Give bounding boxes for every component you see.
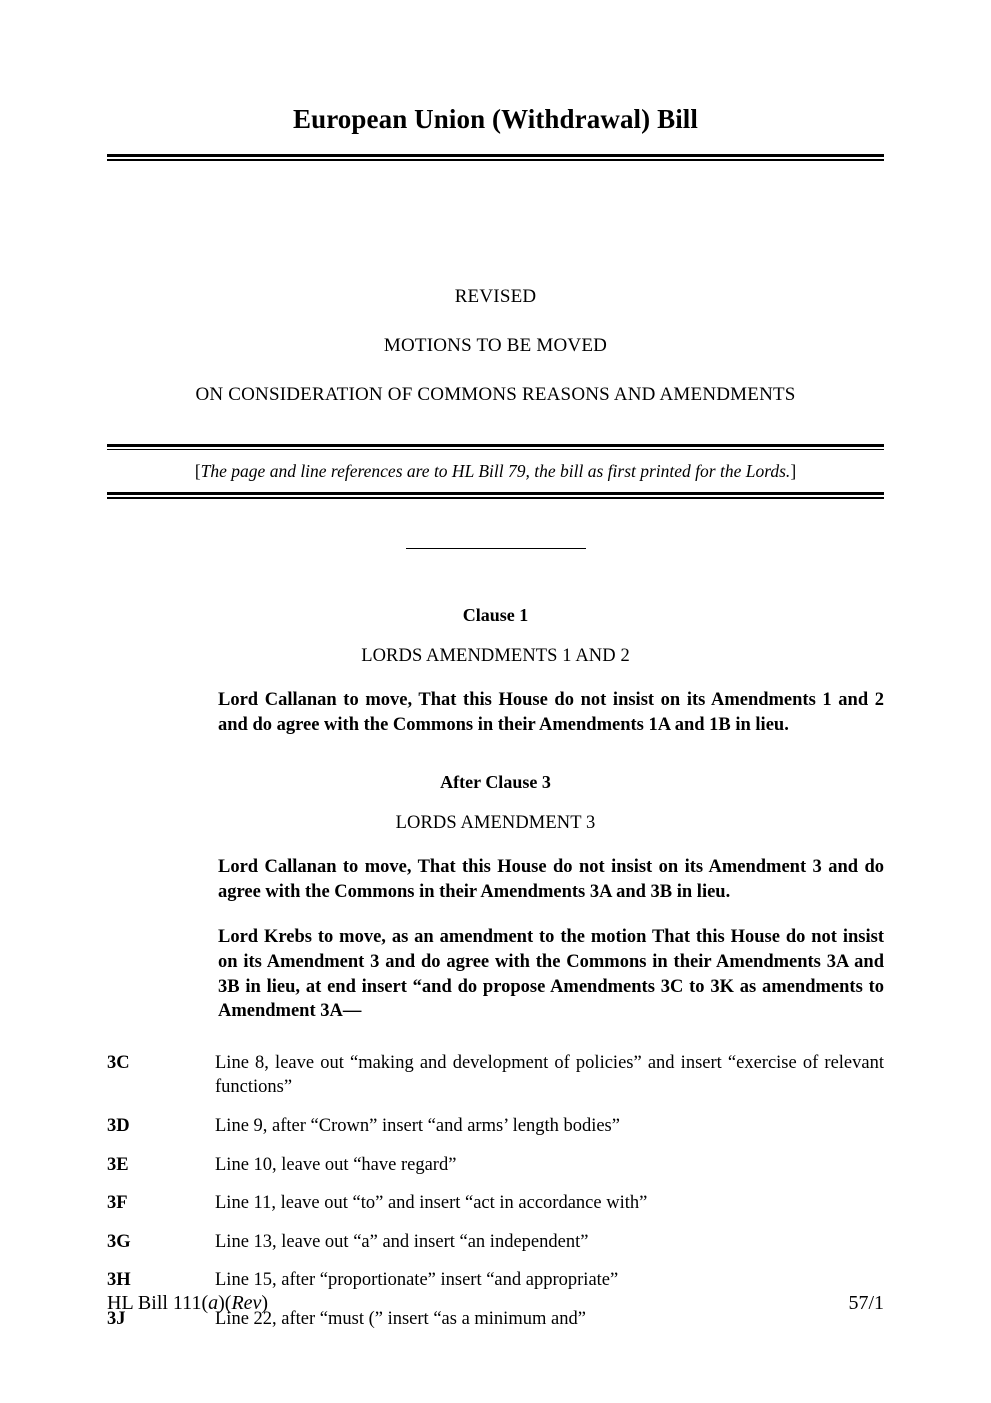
amendment-item-3c (107, 1051, 884, 1100)
amendment-label: 3G (107, 1231, 131, 1252)
amendment-heading-lords-3: LORDS AMENDMENT 3 (395, 812, 596, 833)
amendment-label: 3H (107, 1270, 131, 1291)
amendment-label: 3D (107, 1115, 130, 1136)
amendment-text: Line 8, leave out “making and development of policies” and insert “exercise of relevant functions” (215, 1052, 884, 1098)
amendment-label: 3E (107, 1154, 129, 1175)
reference-note-block (107, 444, 884, 499)
note-body: The page and line references are to HL Bill 79, the bill as first printed for the Lords. (200, 461, 791, 482)
amendment-text: Line 9, after “Crown” insert “and arms’ length bodies” (215, 1115, 620, 1136)
bill-reference-rev: Rev (231, 1292, 262, 1314)
amendment-text: Line 11, leave out “to” and insert “act in accordance with” (215, 1193, 648, 1214)
amendment-text: Line 10, leave out “have regard” (215, 1154, 457, 1175)
motion-krebs-3: Lord Krebs to move, as an amendment to the motion That this House do not insist on its Amendment 3 and do agree with the Commons in their Amendments 3A and 3B in lieu, at end insert “and do propose Amendments 3C to 3K as amendments to Amendment 3A— (218, 927, 884, 1022)
bill-reference-prefix: HL Bill 111( (107, 1292, 209, 1314)
amendment-item-3g (107, 1230, 884, 1255)
note-close-bracket: ] (790, 461, 797, 482)
amendment-text: Line 22, after “must (” insert “as a minimum and” (215, 1308, 586, 1329)
section-heading-clause-1: Clause 1 (462, 605, 529, 626)
page-title: European Union (Withdrawal) Bill (292, 104, 699, 134)
amendment-text: Line 15, after “proportionate” insert “and appropriate” (215, 1270, 619, 1291)
amendment-label: 3J (107, 1308, 126, 1329)
bill-reference-a: a (208, 1292, 219, 1314)
amendment-heading-lords-1-2: LORDS AMENDMENTS 1 AND 2 (361, 646, 630, 666)
reference-note-text (107, 450, 884, 492)
amendment-label: 3C (107, 1052, 130, 1073)
note-bottom-rule (107, 492, 884, 498)
amendment-item-3d (107, 1114, 884, 1139)
page-number: 57/1 (848, 1292, 884, 1314)
rule-thin-line (107, 497, 884, 498)
amendment-item-3h (107, 1268, 884, 1293)
bill-reference-mid: )( (218, 1292, 232, 1314)
motion-callanan-1: Lord Callanan to move, That this House do not insist on its Amendments 1 and 2 and do agree with the Commons in their Amendments 1A and 1B in lieu. (218, 690, 884, 735)
page-footer (107, 1292, 884, 1315)
amendment-item-3f (107, 1191, 884, 1216)
motion-callanan-3: Lord Callanan to move, That this House do not insist on its Amendment 3 and do agree with the Commons in their Amendments 3A and 3B in lieu. (218, 857, 884, 902)
section-divider (107, 548, 884, 550)
note-open-bracket: [ (194, 461, 201, 482)
amendment-label: 3F (107, 1193, 128, 1214)
bill-reference (107, 1292, 268, 1315)
subtitle-block (107, 287, 884, 404)
rule-thin-line (107, 159, 884, 160)
subtitle-line-consideration: ON CONSIDERATION OF COMMONS REASONS AND AMENDMENTS (195, 383, 796, 405)
bill-reference-suffix: ) (261, 1292, 269, 1314)
subtitle-line-motions: MOTIONS TO BE MOVED (383, 334, 608, 356)
amendment-text: Line 13, leave out “a” and insert “an independent” (215, 1231, 589, 1252)
section-heading-after-clause-3: After Clause 3 (440, 772, 551, 793)
title-divider-rule (107, 154, 884, 160)
subtitle-line-revised: REVISED (454, 285, 537, 307)
amendment-list (107, 1051, 884, 1332)
amendment-item-3e (107, 1153, 884, 1178)
short-divider-rule (406, 548, 586, 550)
